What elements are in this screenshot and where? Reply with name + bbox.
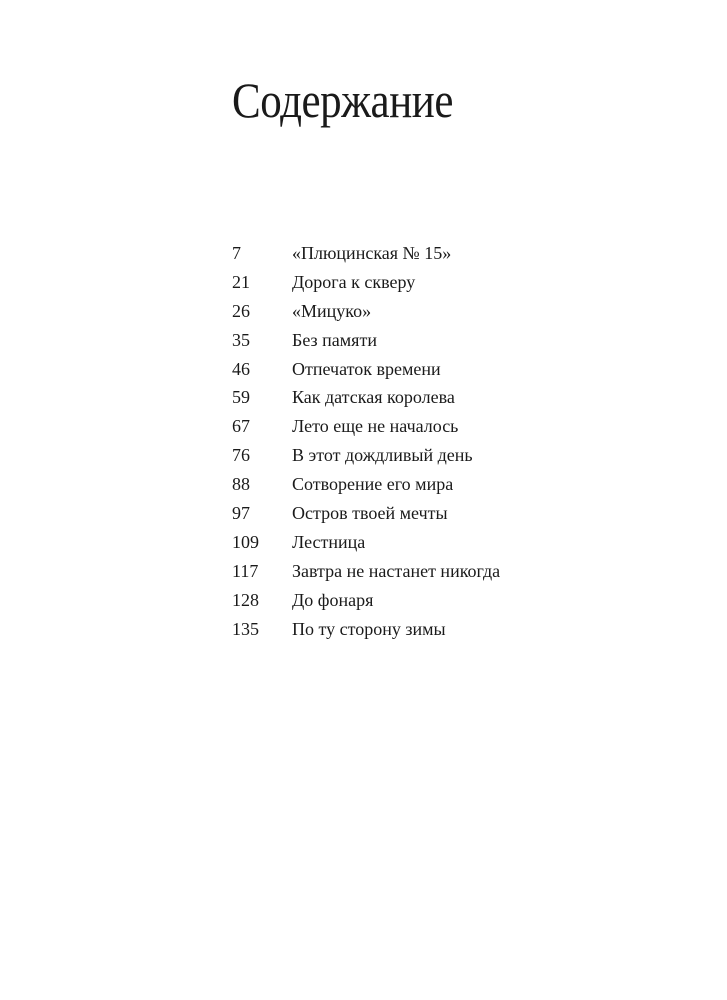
- toc-entry: [232, 297, 500, 326]
- toc-page-number: 67: [232, 416, 250, 437]
- toc-chapter-title: Отпечаток времени: [292, 358, 441, 379]
- toc-page-number: 59: [232, 387, 250, 408]
- toc-page-number: 46: [232, 358, 250, 379]
- toc-chapter-title: Остров твоей мечты: [292, 502, 448, 523]
- toc-chapter-title: Лестница: [292, 531, 366, 552]
- toc-chapter-title: Завтра не настанет никогда: [292, 560, 501, 581]
- toc-chapter-title: По ту сторону зимы: [292, 618, 446, 639]
- toc-chapter-title: Дорога к скверу: [292, 271, 416, 292]
- toc-chapter-title: Лето еще не началось: [292, 416, 459, 437]
- toc-chapter-title: «Плюцинская № 15»: [292, 242, 452, 263]
- toc-entry: [232, 441, 500, 470]
- toc-page-number: 128: [232, 589, 259, 610]
- toc-entry: [232, 355, 500, 384]
- toc-page-number: 88: [232, 474, 250, 495]
- toc-entry: [232, 412, 500, 441]
- toc-page-number: 35: [232, 329, 250, 350]
- toc-page-number: 21: [232, 271, 250, 292]
- toc-entry: [232, 586, 500, 615]
- page-title: Содержание: [232, 72, 454, 128]
- toc-page-number: 26: [232, 300, 250, 321]
- toc-entry: [232, 268, 500, 297]
- toc-chapter-title: Без памяти: [292, 329, 377, 350]
- toc-chapter-title: В этот дождливый день: [292, 445, 473, 466]
- toc-chapter-title: Сотворение его мира: [292, 474, 454, 495]
- toc-entry: [232, 326, 500, 355]
- toc-page-number: 7: [232, 242, 241, 263]
- toc-entry: [232, 499, 500, 528]
- toc-entry: [232, 615, 500, 644]
- toc-chapter-title: «Мицуко»: [292, 300, 372, 321]
- toc-page-number: 76: [232, 445, 250, 466]
- toc-chapter-title: Как датская королева: [292, 387, 455, 408]
- toc-entry: [232, 557, 500, 586]
- toc-chapter-title: До фонаря: [292, 589, 374, 610]
- toc-page-number: 135: [232, 618, 259, 639]
- toc-page-number: 117: [232, 560, 259, 581]
- toc-page-number: 97: [232, 502, 250, 523]
- toc-entry: [232, 470, 500, 499]
- table-of-contents: [232, 239, 500, 643]
- toc-entry: [232, 383, 500, 412]
- toc-entry: [232, 239, 500, 268]
- toc-entry: [232, 528, 500, 557]
- toc-page-number: 109: [232, 531, 259, 552]
